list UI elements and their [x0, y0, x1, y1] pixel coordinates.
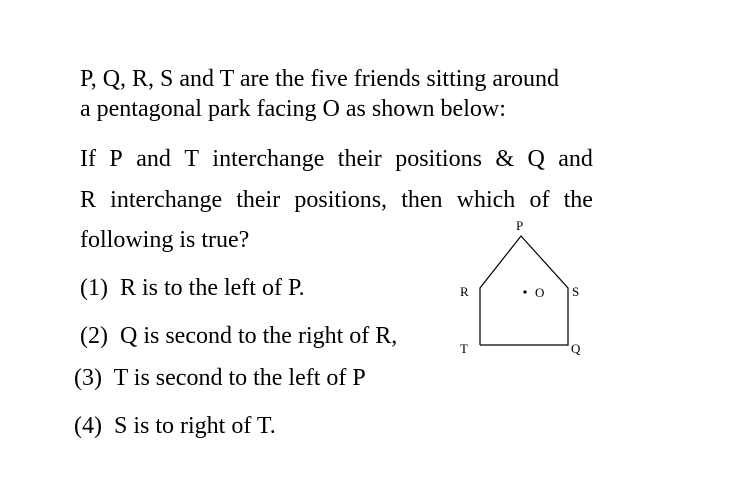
question-word: &: [495, 146, 515, 172]
pentagon-outline: [480, 236, 568, 345]
option-text: R is to the left of P.: [119, 275, 305, 301]
question-word: P: [109, 146, 123, 172]
label-t: T: [460, 341, 468, 356]
label-o: O: [535, 285, 545, 300]
question-word: R: [80, 187, 97, 213]
question-word: and: [558, 146, 593, 172]
question-word: their: [236, 187, 281, 213]
question-word: Q: [527, 146, 545, 172]
option-4: [74, 412, 276, 440]
question-word: T: [184, 146, 199, 172]
option-text: Q is second to the right of R,: [119, 323, 398, 349]
question-word: If: [80, 146, 96, 172]
option-number: (3): [74, 365, 102, 391]
question-word: interchange: [212, 146, 325, 172]
question-word: positions: [395, 146, 482, 172]
question-word: interchange: [110, 187, 223, 213]
label-p: P: [516, 218, 524, 233]
center-point: [523, 290, 526, 293]
option-2: [80, 322, 397, 350]
label-r: R: [460, 284, 469, 299]
label-q: Q: [571, 341, 581, 356]
pentagon-diagram: [450, 210, 600, 360]
question-word: which: [456, 187, 516, 213]
intro-line-2: a pentagonal park facing O as shown below:: [80, 96, 506, 122]
option-text: T is second to the left of P: [113, 365, 366, 391]
option-number: (4): [74, 413, 102, 439]
question-word: and: [136, 146, 171, 172]
question-word: then: [401, 187, 443, 213]
option-1: [80, 274, 305, 302]
question-word: of: [529, 187, 550, 213]
option-text: S is to right of T.: [113, 413, 276, 439]
label-s: S: [572, 284, 580, 299]
option-number: (2): [80, 323, 108, 349]
question-word: the: [563, 187, 593, 213]
question-word: their: [337, 146, 382, 172]
intro-line-1: P, Q, R, S and T are the five friends sitting around: [80, 66, 560, 92]
question-line-1: [80, 145, 593, 173]
option-number: (1): [80, 275, 108, 301]
question-word: positions,: [294, 187, 388, 213]
option-3: [74, 364, 366, 392]
question-line-3: following is true?: [80, 227, 250, 253]
